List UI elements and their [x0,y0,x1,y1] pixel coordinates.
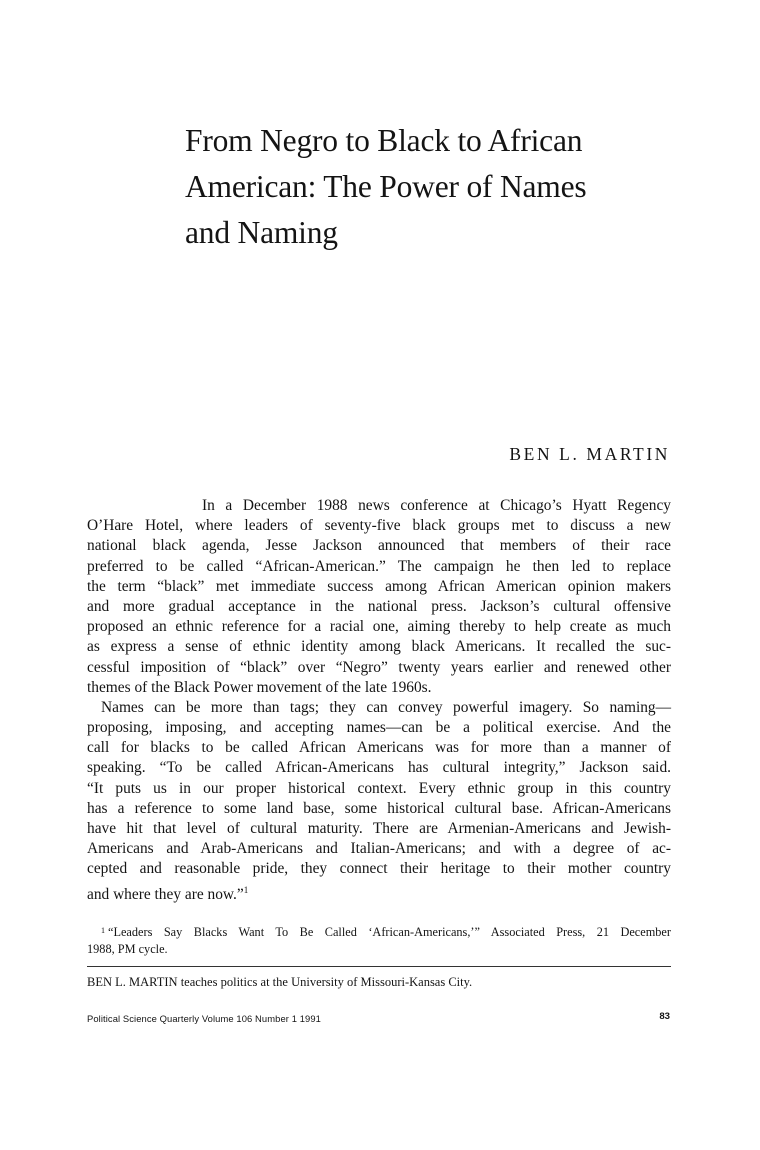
body-line: has a reference to some land base, some historical cultural base. African-Americans [87,799,671,817]
footnote-reference: 1 [243,884,249,895]
footnote-text: “Leaders Say Blacks Want To Be Called ‘African-Americans,’” Associated Press, 21 December [108,925,671,939]
body-line: O’Hare Hotel, where leaders of seventy-five black groups met to discuss a new [87,517,671,535]
article-title [185,118,655,256]
footnote-marker: 1 [101,926,105,935]
body-line: proposed an ethnic reference for a racial one, aiming thereby to help create as much [87,618,671,636]
footnote [87,922,671,958]
body-line: proposing, imposing, and accepting names—can be a political exercise. And the [87,719,671,737]
body-line: cepted and reasonable pride, they connect their heritage to their mother country [87,860,671,878]
body-line: national black agenda, Jesse Jackson announced that members of their race [87,537,671,555]
title-line: and Naming [185,215,338,250]
body-line: “It puts us in our proper historical context. Every ethnic group in this country [87,779,671,797]
body-line-text: and where they are now.” [87,885,244,903]
body-line: Americans and Arab-Americans and Italian-Americans; and with a degree of ac- [87,840,671,858]
page-number: 83 [659,1011,670,1022]
body-line-final [87,880,671,903]
body-line: Names can be more than tags; they can convey powerful imagery. So naming— [101,698,671,716]
divider [87,966,671,967]
body-line: and more gradual acceptance in the national press. Jackson’s cultural offensive [87,597,671,615]
author-byline: BEN L. MARTIN [509,444,670,464]
body-line: preferred to be called “African-American.” The campaign he then led to replace [87,557,671,575]
body-line: call for blacks to be called African Americans was for more than a manner of [87,739,671,757]
title-line: American: The Power of Names [185,169,587,204]
body-line: the term “black” met immediate success among African American opinion makers [87,577,671,595]
body-line: cessful imposition of “black” over “Negro” twenty years earlier and renewed other [87,658,671,676]
footnote-line: 1988, PM cycle. [87,942,168,956]
title-line: From Negro to Black to African [185,123,583,158]
body-line: speaking. “To be called African-Americans has cultural integrity,” Jackson said. [87,759,671,777]
body-line: themes of the Black Power movement of the late 1960s. [87,678,432,696]
footnote-line [87,922,671,940]
body-line: have hit that level of cultural maturity. There are Armenian-Americans and Jewish- [87,820,671,837]
body-line: In a December 1988 news conference at Chicago’s Hyatt Regency [202,497,671,514]
author-bio: BEN L. MARTIN teaches politics at the University of Missouri-Kansas City. [87,975,473,989]
body-line: as express a sense of ethnic identity among black Americans. It recalled the suc- [87,638,671,656]
journal-citation: Political Science Quarterly Volume 106 Number 1 1991 [87,1013,321,1024]
article-body [87,496,671,903]
